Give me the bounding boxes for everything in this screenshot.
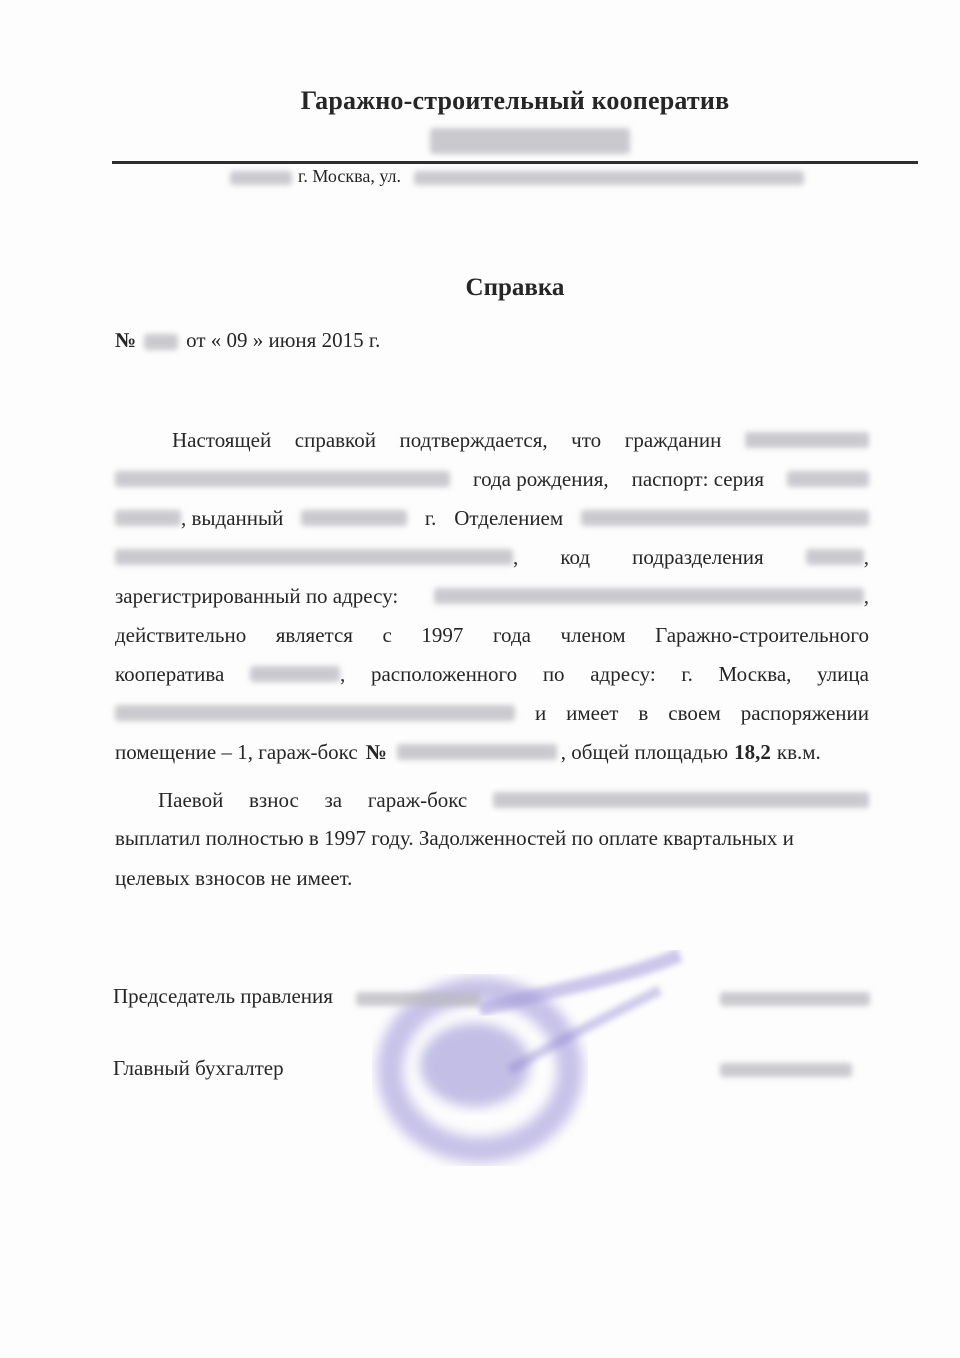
text-fragment: справкой xyxy=(294,427,376,452)
accountant-label: Главный бухгалтер xyxy=(113,1056,284,1080)
redacted-org-name xyxy=(430,128,630,154)
redacted-surname xyxy=(745,432,869,448)
text-fragment: Настоящей xyxy=(172,427,272,452)
text-fragment: № xyxy=(365,739,387,764)
document-title: Справка xyxy=(465,274,565,301)
redacted-issuing-office xyxy=(581,510,869,526)
redacted-passport-series xyxy=(787,471,869,487)
paragraph-line xyxy=(115,582,869,610)
redacted-member-name xyxy=(493,792,869,808)
text-fragment: гражданин xyxy=(624,427,722,452)
text-fragment: года xyxy=(492,622,531,647)
text-fragment: имеет xyxy=(566,700,619,725)
text-fragment: расположенного xyxy=(370,661,518,686)
text-fragment: , xyxy=(863,544,869,569)
paragraph-line xyxy=(158,786,869,814)
text-fragment: действительно xyxy=(115,622,247,647)
redacted-number xyxy=(144,334,178,350)
redacted-garage-number xyxy=(397,744,557,760)
paragraph-line xyxy=(115,621,869,649)
redacted-issuing-office-cont xyxy=(115,549,513,565)
text-fragment: с xyxy=(382,622,392,647)
text-fragment: Отделением xyxy=(454,505,564,530)
paragraph-line xyxy=(115,465,869,493)
text-fragment: , выданный xyxy=(181,505,284,530)
org-title: Гаражно-строительный кооператив xyxy=(300,86,730,115)
text-fragment: членом xyxy=(560,622,626,647)
garage-area-value: 18,2 xyxy=(734,739,771,764)
number-sign: № xyxy=(115,328,137,352)
paragraph-line xyxy=(115,660,869,688)
text-fragment: подтверждается, xyxy=(399,427,548,452)
text-fragment: улица xyxy=(817,661,869,686)
redacted-issue-date xyxy=(301,510,407,526)
document-number-line xyxy=(115,328,380,353)
text-fragment: , xyxy=(863,583,869,608)
text-fragment: за xyxy=(324,787,343,812)
paragraph-line xyxy=(115,504,869,532)
redacted-street xyxy=(414,171,804,185)
paragraph-line xyxy=(115,738,869,766)
text-fragment: г. xyxy=(681,661,693,686)
redacted-name-birthdate xyxy=(115,471,450,487)
text-fragment: зарегистрированный по адресу: xyxy=(115,583,399,608)
text-fragment: подразделения xyxy=(632,544,764,569)
paragraph-line: выплатил полностью в 1997 году. Задолженностей по оплате квартальных и xyxy=(115,826,794,850)
paragraph-line xyxy=(115,699,869,727)
redacted-chairman-signature xyxy=(356,992,480,1006)
text-fragment: 1997 xyxy=(421,622,464,647)
redacted-postal-code xyxy=(230,171,292,185)
redacted-coop-name xyxy=(250,666,340,682)
redacted-registration-address xyxy=(434,588,864,604)
text-fragment: гараж-бокс xyxy=(367,787,468,812)
text-fragment: кооператива xyxy=(115,661,225,686)
text-fragment: г. xyxy=(424,505,437,530)
document-date: от « 09 » июня 2015 г. xyxy=(186,328,381,352)
text-fragment: код xyxy=(560,544,591,569)
redacted-coop-address xyxy=(115,705,515,721)
text-fragment: года рождения, xyxy=(472,466,609,491)
address-prefix: г. Москва, ул. xyxy=(298,166,402,186)
text-fragment: адресу: xyxy=(590,661,656,686)
paragraph-line xyxy=(172,426,869,454)
text-fragment: является xyxy=(275,622,353,647)
text-fragment: паспорт: серия xyxy=(631,466,764,491)
text-fragment: своем xyxy=(668,700,721,725)
redacted-passport-number xyxy=(115,510,181,526)
header-divider xyxy=(112,161,918,164)
text-fragment: что xyxy=(571,427,602,452)
redacted-chairman-name xyxy=(720,992,870,1006)
text-fragment: Паевой xyxy=(158,787,224,812)
redacted-division-code xyxy=(806,549,864,565)
redacted-accountant-name xyxy=(720,1063,852,1077)
text-fragment: в xyxy=(638,700,649,725)
text-fragment: по xyxy=(542,661,565,686)
text-fragment: , общей площадью xyxy=(560,739,729,764)
text-fragment: помещение – 1, гараж-бокс xyxy=(115,739,358,764)
stamp-icon xyxy=(360,950,690,1180)
paragraph-line: целевых взносов не имеет. xyxy=(115,866,353,890)
text-fragment: , xyxy=(513,544,519,569)
text-fragment: взнос xyxy=(249,787,299,812)
text-fragment: кв.м. xyxy=(776,739,821,764)
text-fragment: и xyxy=(534,700,547,725)
text-fragment: , xyxy=(340,661,346,686)
text-fragment: Москва, xyxy=(718,661,792,686)
text-fragment: Гаражно-строительного xyxy=(655,622,869,647)
chairman-label: Председатель правления xyxy=(113,984,333,1008)
text-fragment: распоряжении xyxy=(740,700,869,725)
paragraph-line xyxy=(115,543,869,571)
